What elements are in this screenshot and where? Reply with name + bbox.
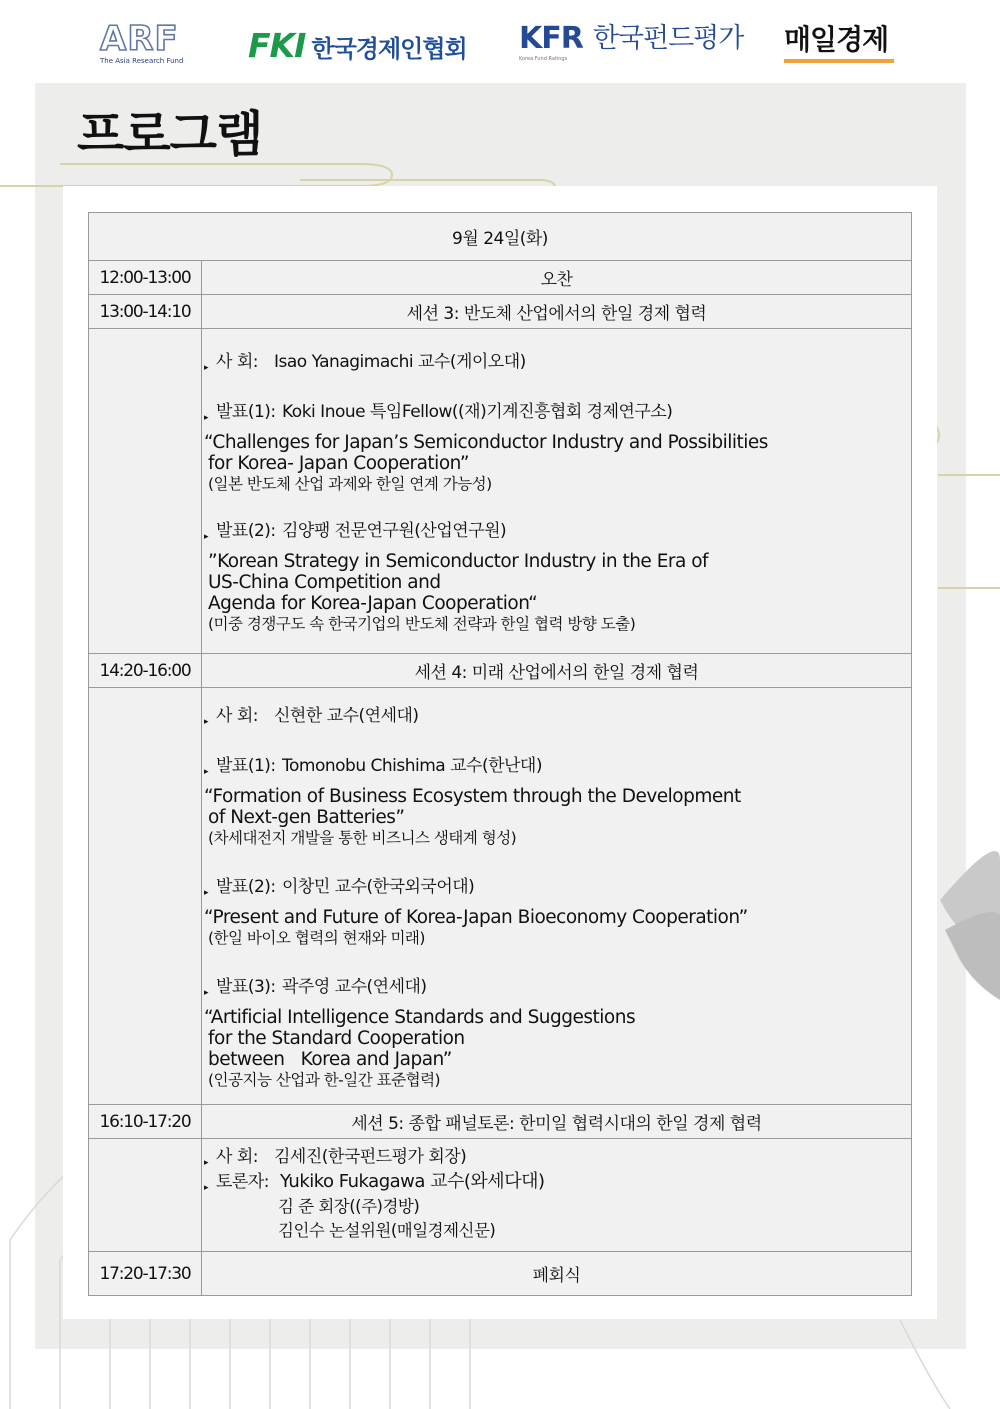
fki-logo — [248, 22, 478, 70]
title-line: “Artificial Intelligence Standards and Suggestions — [204, 1006, 636, 1028]
arf-logo-mark: ARF — [100, 19, 179, 59]
mk-logo-name: 매일경제 — [784, 23, 889, 56]
session3-presenter1-line — [204, 400, 911, 424]
moderator-label: 사 회: — [216, 1147, 258, 1167]
session4-presenter3: 곽주영 교수(연세대) — [282, 976, 427, 997]
session4-presentation3-title — [204, 1007, 911, 1091]
closing-time: 17:20-17:30 — [89, 1252, 202, 1296]
session3-title: 세션 3: 반도체 산업에서의 한일 경제 협력 — [202, 295, 912, 329]
session4-detail — [202, 688, 912, 1105]
session4-presenter1-line — [204, 754, 911, 778]
session3-presentation2-title — [204, 551, 911, 635]
page-title: 프로그램 — [77, 106, 263, 163]
session5-time-empty — [89, 1139, 202, 1252]
session5-discussant1: Yukiko Fukagawa 교수(와세다대) — [280, 1171, 545, 1192]
session5-discussant3: 김인수 논설위원(매일경제신문) — [278, 1221, 496, 1240]
session4-detail-row — [89, 688, 912, 1105]
title-line: ”Korean Strategy in Semiconductor Industry in the Era of — [208, 550, 709, 572]
date-header: 9월 24일(화) — [89, 213, 912, 261]
title-korean: (인공지능 산업과 한-일간 표준협력) — [208, 1070, 441, 1089]
title-korean: (차세대전지 개발을 통한 비즈니스 생태계 형성) — [208, 828, 517, 847]
session5-discussant2: 김 준 회장((주)경방) — [278, 1197, 420, 1216]
lunch-time: 12:00-13:00 — [89, 261, 202, 295]
session3-detail-row — [89, 329, 912, 654]
title-line: Agenda for Korea-Japan Cooperation“ — [208, 592, 538, 614]
session5-moderator: 김세진(한국펀드평가 회장) — [274, 1147, 467, 1167]
session4-time: 14:20-16:00 — [89, 654, 202, 688]
presenter-label: 발표(3): — [216, 976, 276, 997]
session4-presenter1: Tomonobu Chishima 교수(한난대) — [282, 755, 542, 776]
session5-detail — [202, 1139, 912, 1252]
session4-header-row — [89, 654, 912, 688]
title-line: for the Standard Cooperation — [208, 1027, 465, 1049]
title-line: “Challenges for Japan’s Semiconductor Industry and Possibilities — [204, 431, 768, 453]
title-line: between Korea and Japan” — [208, 1048, 452, 1070]
sponsor-logos — [0, 0, 1000, 80]
session4-title: 세션 4: 미래 산업에서의 한일 경제 협력 — [202, 654, 912, 688]
session3-presenter2: 김양팽 전문연구원(산업연구원) — [282, 520, 507, 541]
mk-logo — [784, 22, 896, 70]
session3-time-empty — [89, 329, 202, 654]
moderator-label: 사 회: — [216, 351, 258, 372]
presenter-label: 발표(1): — [216, 401, 276, 422]
session3-time: 13:00-14:10 — [89, 295, 202, 329]
session5-discussant-line — [204, 1169, 911, 1195]
session5-moderator-line — [204, 1145, 911, 1169]
session3-detail — [202, 329, 912, 654]
session5-header-row — [89, 1105, 912, 1139]
closing-row — [89, 1252, 912, 1296]
title-line: US-China Competition and — [208, 571, 441, 593]
title-line: of Next-gen Batteries” — [208, 806, 405, 828]
kfr-logo-subtitle: Korea Fund Ratings — [519, 56, 568, 62]
session4-presenter3-line — [204, 975, 911, 999]
lunch-title: 오찬 — [202, 261, 912, 295]
session3-presenter2-line — [204, 519, 911, 543]
fki-logo-mark: FKI — [248, 26, 306, 65]
arf-logo-subtitle: The Asia Research Fund — [100, 57, 184, 65]
presenter-label: 발표(2): — [216, 876, 276, 897]
session4-moderator: 신현한 교수(연세대) — [274, 705, 419, 726]
kfr-logo — [519, 22, 759, 70]
session5-title: 세션 5: 종합 패널토론: 한미일 협력시대의 한일 경제 협력 — [202, 1105, 912, 1139]
title-line: “Present and Future of Korea-Japan Bioeconomy Cooperation” — [204, 906, 748, 928]
presenter-label: 발표(2): — [216, 520, 276, 541]
discussant-label: 토론자: — [216, 1172, 269, 1192]
session5-detail-row — [89, 1139, 912, 1252]
fki-logo-name: 한국경제인협회 — [311, 34, 467, 63]
kfr-logo-name: 한국펀드평가 — [592, 23, 744, 54]
session4-time-empty — [89, 688, 202, 1105]
kfr-logo-mark: KFR — [519, 21, 583, 56]
title-korean: (미중 경쟁구도 속 한국기업의 반도체 전략과 한일 협력 방향 도출) — [208, 614, 636, 633]
session4-presenter2-line — [204, 875, 911, 899]
session3-header-row — [89, 295, 912, 329]
program-table — [88, 212, 912, 1296]
date-row — [89, 213, 912, 261]
presenter-label: 발표(1): — [216, 755, 276, 776]
session3-presenter1: Koki Inoue 특임Fellow((재)기계진흥협회 경제연구소) — [282, 401, 673, 422]
session3-presentation1-title — [204, 432, 911, 495]
session4-presentation2-title — [204, 907, 911, 949]
arf-logo — [100, 19, 200, 70]
title-line: “Formation of Business Ecosystem through the Development — [204, 785, 741, 807]
title-korean: (일본 반도체 산업 과제와 한일 연계 가능성) — [208, 474, 492, 493]
session3-moderator: Isao Yanagimachi 교수(게이오대) — [274, 351, 526, 372]
session3-moderator-line — [204, 350, 911, 374]
session5-time: 16:10-17:20 — [89, 1105, 202, 1139]
closing-title: 폐회식 — [202, 1252, 912, 1296]
title-korean: (한일 바이오 협력의 현재와 미래) — [208, 928, 425, 947]
session4-presenter2: 이창민 교수(한국외국어대) — [282, 876, 475, 897]
session4-moderator-line — [204, 704, 911, 728]
moderator-label: 사 회: — [216, 705, 258, 726]
mk-logo-underline — [784, 59, 894, 63]
title-line: for Korea- Japan Cooperation” — [208, 452, 469, 474]
session4-presentation1-title — [204, 786, 911, 849]
lunch-row — [89, 261, 912, 295]
